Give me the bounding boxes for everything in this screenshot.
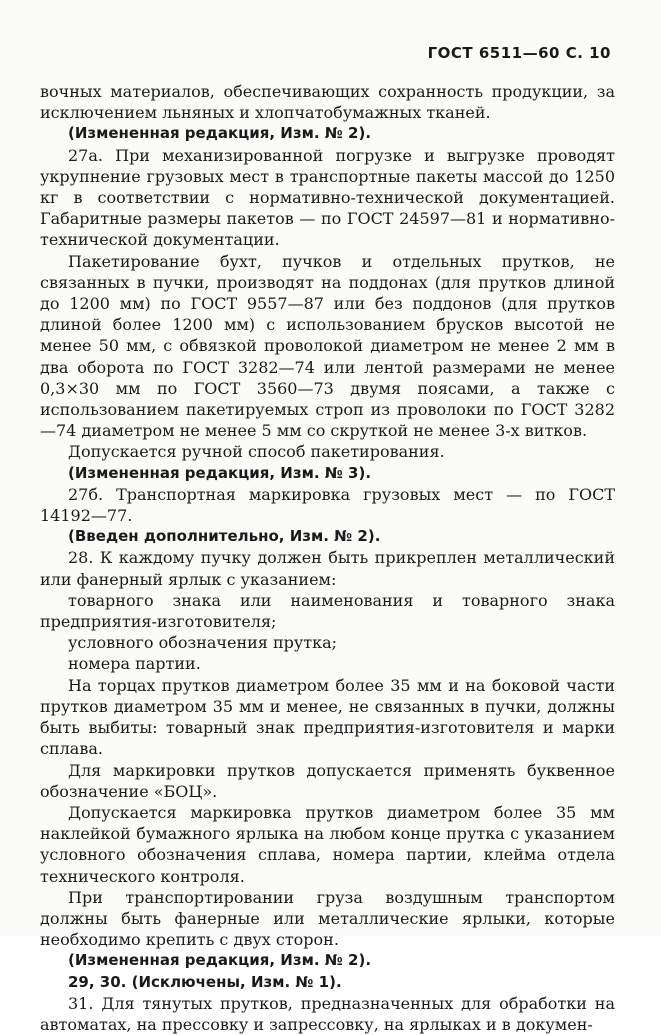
- page-header: ГОСТ 6511—60 С. 10: [427, 44, 611, 62]
- paragraph: Допускается маркировка прутков диаметром более 35 мм наклейкой бумажного ярлыка на любом конце прутка с указанием условного обозначения сплава, номера партии, клейма отдела технического контроля.: [40, 802, 615, 886]
- paragraph: 28. К каждому пучку должен быть прикреплен металлический или фанерный ярлык с указанием:: [40, 548, 615, 589]
- amendment-note: (Измененная редакция, Изм. № 2).: [68, 951, 372, 970]
- amendment-note: (Введен дополнительно, Изм. № 2).: [68, 527, 381, 546]
- paragraph: На торцах прутков диаметром более 35 мм и на боковой части прутков диаметром 35 мм и менее, не связанных в пучки, должны быть выбиты: товарный знак предприятия-изготовителя и марки сплава.: [40, 675, 615, 759]
- paragraph: Пакетирование бухт, пучков и отдельных прутков, не связанных в пучки, производят на поддонах (для прутков длиной до 1200 мм) по ГОСТ 9557—87 или без поддонов (для прутков длиной более 1200 мм) с использованием брусков высотой не менее 50 мм, с обвязкой проволокой диаметром не менее 2 мм в два оборота по ГОСТ 3282—74 или лентой размерами не менее 0,3×30 мм по ГОСТ 3560—73 двумя поясами, а также с использованием пакетируемых строп из проволоки по ГОСТ 3282—74 диаметром не менее 5 мм со скруткой не менее 3-х витков.: [40, 251, 615, 441]
- paragraph: вочных материалов, обеспечивающих сохранность продукции, за исключением льняных и хлопчатобумажных тканей.: [40, 82, 615, 123]
- document-body: [40, 81, 615, 1035]
- paragraph: При транспортировании груза воздушным транспортом должны быть фанерные или металлические ярлыки, которые необходимо крепить с двух сторон.: [40, 887, 615, 950]
- paragraph: Для маркировки прутков допускается применять буквенное обозначение «БОЦ».: [40, 760, 615, 801]
- paragraph: 31. Для тянутых прутков, предназначенных для обработки на автоматах, на прессовку и запрессовку, на ярлыках и в докумен-: [40, 993, 615, 1034]
- paragraph: 27б. Транспортная маркировка грузовых мест — по ГОСТ 14192—77.: [40, 484, 615, 526]
- amendment-note: (Измененная редакция, Изм. № 3).: [68, 463, 372, 482]
- list-item: номера партии.: [68, 654, 201, 674]
- paragraph: Допускается ручной способ пакетирования.: [68, 442, 445, 462]
- amendment-note: (Измененная редакция, Изм. № 2).: [68, 124, 372, 143]
- list-item: условного обозначения прутка;: [68, 633, 338, 653]
- list-item: товарного знака или наименования и товарного знака предприятия-изготовителя;: [40, 590, 615, 632]
- paragraph: 27а. При механизированной погрузке и выгрузке проводят укрупнение грузовых мест в транспортные пакеты массой до 1250 кг в соответствии с нормативно-технической документацией. Габаритные размеры пакетов — по ГОСТ 24597—81 и нормативно-технической документации.: [40, 145, 615, 250]
- amendment-note: 29, 30. (Исключены, Изм. № 1).: [68, 972, 342, 991]
